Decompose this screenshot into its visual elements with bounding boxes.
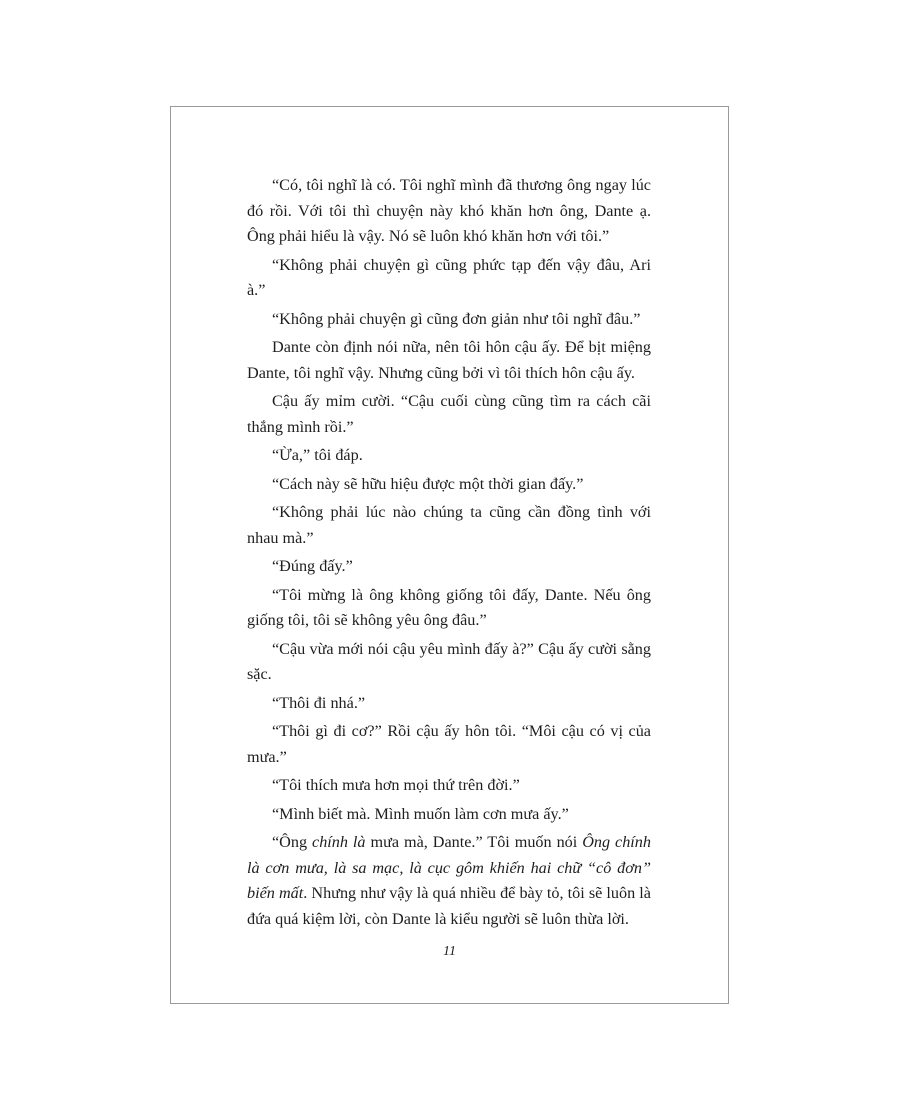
paragraph: “Cậu vừa mới nói cậu yêu mình đấy à?” Cậu ấy cười sằng sặc. (247, 639, 651, 683)
final-paragraph (247, 830, 651, 932)
paragraph: “Ừa,” tôi đáp. (272, 446, 363, 464)
body-text (247, 173, 651, 935)
book-page (170, 106, 729, 1004)
paragraph: “Không phải lúc nào chúng ta cũng cần đồng tình với nhau mà.” (247, 503, 651, 547)
italic-text-run: chính là (312, 833, 366, 851)
text-run: mưa mà, Dante.” Tôi muốn nói (365, 833, 583, 851)
paragraph: “Tôi thích mưa hơn mọi thứ trên đời.” (272, 776, 520, 794)
paragraph: “Thôi gì đi cơ?” Rồi cậu ấy hôn tôi. “Môi cậu có vị của mưa.” (247, 722, 651, 766)
paragraph: “Không phải chuyện gì cũng đơn giản như tôi nghĩ đâu.” (272, 309, 641, 328)
paragraph: “Đúng đấy.” (272, 557, 353, 575)
paragraph: Dante còn định nói nữa, nên tôi hôn cậu ấy. Để bịt miệng Dante, tôi nghĩ vậy. Nhưng cũng bởi vì tôi thích hôn cậu ấy. (247, 338, 651, 382)
page-number: 11 (443, 944, 456, 959)
paragraph: “Tôi mừng là ông không giống tôi đấy, Dante. Nếu ông giống tôi, tôi sẽ không yêu ông đâu.” (247, 585, 651, 629)
text-run: . Nhưng như vậy là quá nhiều để bày tỏ, tôi sẽ luôn là đứa quá kiệm lời, còn Dante là kiểu người sẽ luôn thừa lời. (247, 884, 651, 928)
paragraph: “Cách này sẽ hữu hiệu được một thời gian đấy.” (272, 474, 584, 493)
paragraph: “Không phải chuyện gì cũng phức tạp đến vậy đâu, Ari à.” (247, 255, 651, 299)
paragraph: “Có, tôi nghĩ là có. Tôi nghĩ mình đã thương ông ngay lúc đó rồi. Với tôi thì chuyện này khó khăn hơn ông, Dante ạ. Ông phải hiểu là vậy. Nó sẽ luôn khó khăn hơn với tôi.” (247, 176, 651, 245)
text-run: “Ông (272, 833, 313, 851)
paragraph: Cậu ấy mỉm cười. “Cậu cuối cùng cũng tìm ra cách cãi thắng mình rồi.” (247, 392, 651, 436)
italic-text-run: Ông chính là cơn mưa, là sa mạc, là cục gôm khiến hai chữ “cô đơn” biến mất (247, 833, 651, 902)
paragraph: “Thôi đi nhá.” (272, 693, 366, 712)
paragraph: “Mình biết mà. Mình muốn làm cơn mưa ấy.” (272, 804, 569, 823)
